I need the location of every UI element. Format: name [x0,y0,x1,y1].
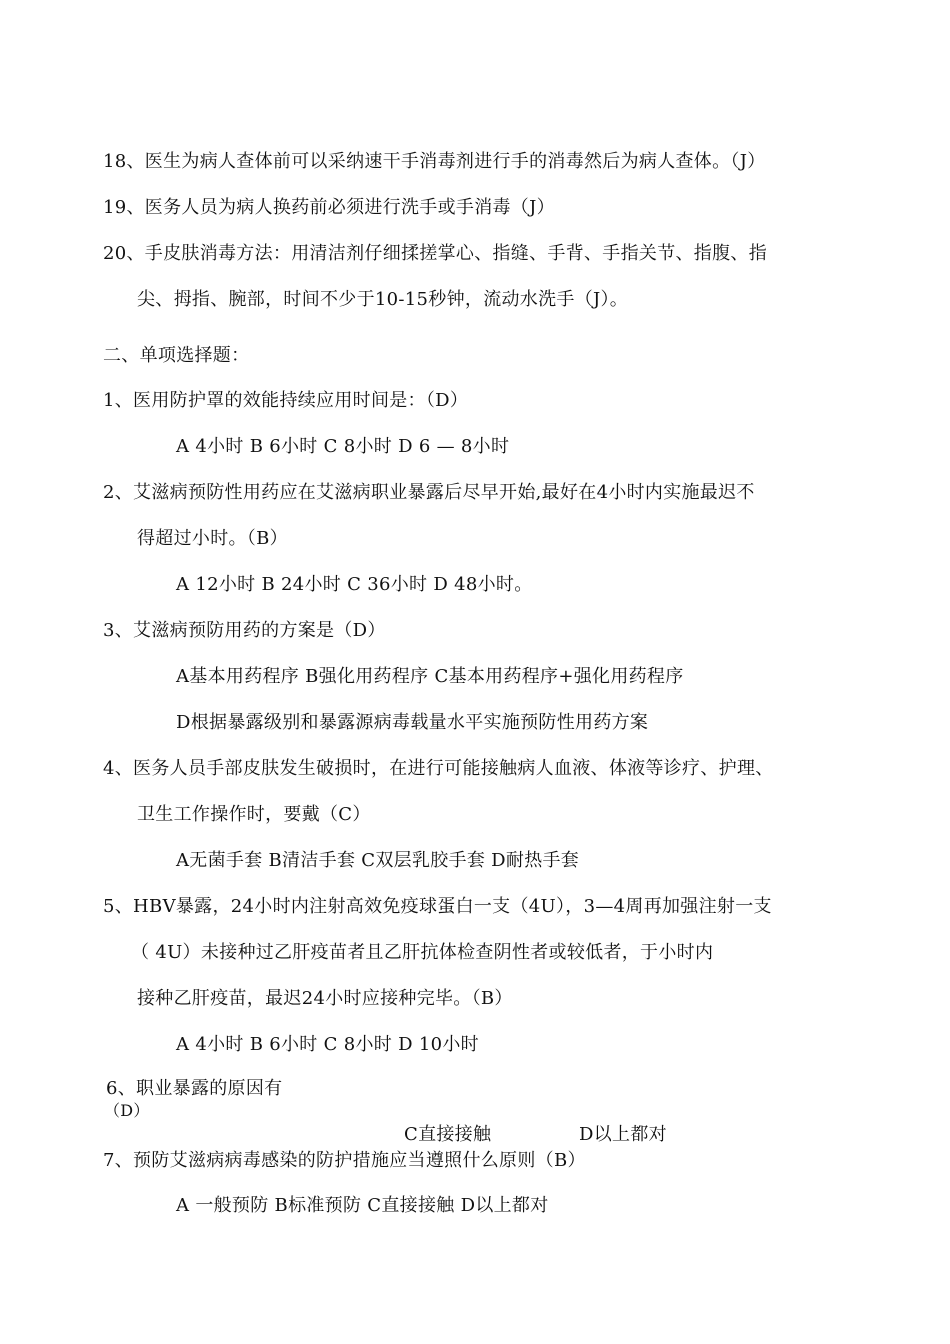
question-2-options: A 12小时 B 24小时 C 36小时 D 48小时。 [176,574,533,595]
question-3-options-line2: D根据暴露级别和暴露源病毒载量水平实施预防性用药方案 [176,712,649,733]
question-5-line3: 接种乙肝疫苗，最迟24小时应接种完毕。（B） [137,988,513,1009]
item-20-line1: 20、手皮肤消毒方法：用清洁剂仔细揉搓掌心、指缝、手背、手指关节、指腹、指 [103,243,768,264]
question-6: 6、职业暴露的原因有 [106,1078,283,1099]
item-19: 19、医务人员为病人换药前必须进行洗手或手消毒（J） [103,197,555,218]
question-6-option-d: D以上都对 [579,1124,667,1145]
question-4-line2: 卫生工作操作时，要戴（C） [137,804,371,825]
item-18: 18、医生为病人查体前可以采纳速干手消毒剂进行手的消毒然后为病人查体。（J） [103,151,766,172]
question-1: 1、医用防护罩的效能持续应用时间是：（D） [103,390,469,411]
question-2-line2: 得超过小时。（B） [137,528,288,549]
question-2-line1: 2、艾滋病预防性用药应在艾滋病职业暴露后尽早开始,最好在4小时内实施最迟不 [103,482,755,503]
section-heading: 二、单项选择题： [103,345,250,366]
question-3-options-line1: A基本用药程序 B强化用药程序 C基本用药程序+强化用药程序 [176,666,684,687]
question-5-line2: （ 4U）未接种过乙肝疫苗者且乙肝抗体检查阴性者或较低者，于小时内 [131,942,714,963]
question-6-option-c: C直接接触 [404,1124,492,1145]
question-5-line1: 5、HBV暴露，24小时内注射高效免疫球蛋白一支（4U），3—4周再加强注射一支 [103,896,772,917]
question-5-options: A 4小时 B 6小时 C 8小时 D 10小时 [176,1034,479,1055]
question-4-line1: 4、医务人员手部皮肤发生破损时，在进行可能接触病人血液、体液等诊疗、护理、 [103,758,774,779]
question-4-options: A无菌手套 B清洁手套 C双层乳胶手套 D耐热手套 [176,850,580,871]
item-20-line2: 尖、拇指、腕部，时间不少于10-15秒钟，流动水洗手（J）。 [137,289,629,310]
question-3: 3、艾滋病预防用药的方案是（D） [103,620,386,641]
question-7: 7、预防艾滋病病毒感染的防护措施应当遵照什么原则（B） [103,1150,586,1171]
question-7-options: A 一般预防 B标准预防 C直接接触 D以上都对 [176,1195,549,1216]
question-1-options: A 4小时 B 6小时 C 8小时 D 6 — 8小时 [176,436,510,457]
question-6-answer: （D） [104,1101,150,1120]
